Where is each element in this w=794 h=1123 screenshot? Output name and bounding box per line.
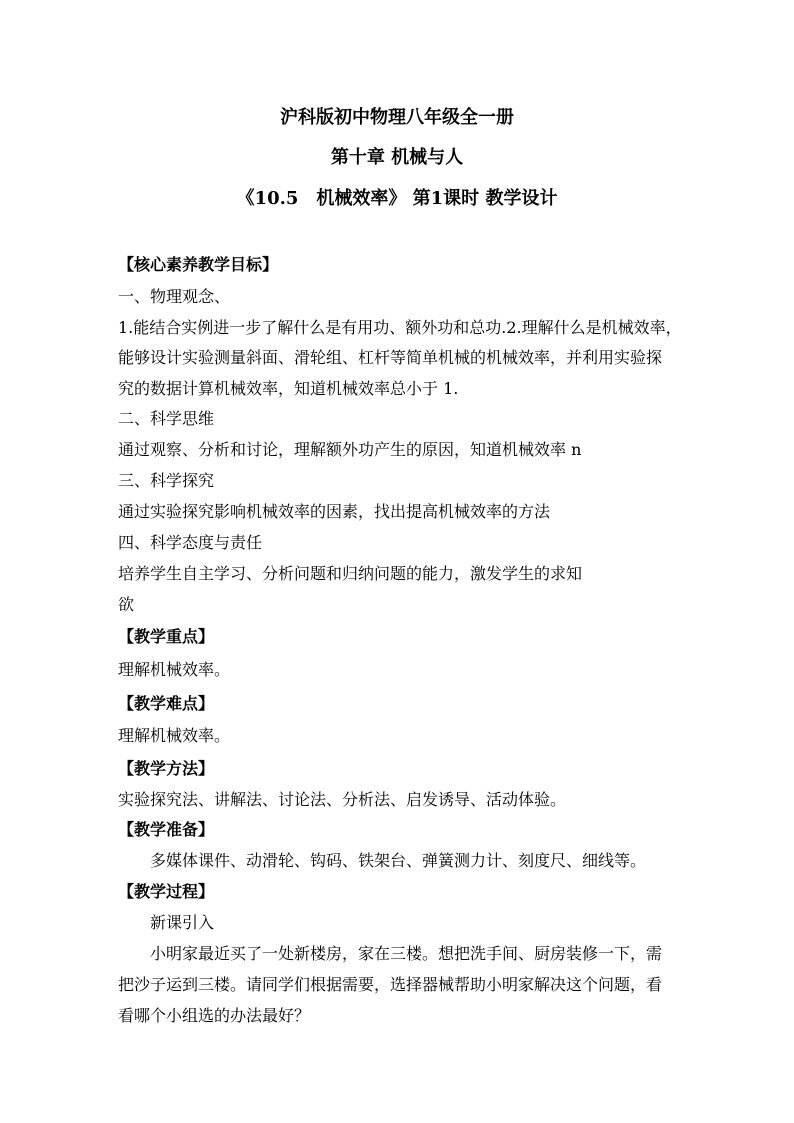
process-heading: 【教学过程】 xyxy=(118,882,215,901)
section4-line2: 欲 xyxy=(118,595,135,614)
objectives-heading: 【核心素养教学目标】 xyxy=(118,255,279,274)
process-line1: 小明家最近买了一处新楼房，家在三楼。想把洗手间、厨房装修一下，需 xyxy=(150,944,663,963)
section3-title: 三、科学探究 xyxy=(118,471,215,490)
process-line3: 看哪个小组选的办法最好？ xyxy=(118,1006,311,1025)
intro-title: 新课引入 xyxy=(150,913,215,932)
preparation-heading: 【教学准备】 xyxy=(118,820,215,839)
method-heading: 【教学方法】 xyxy=(118,759,215,778)
section2-text: 通过观察、分析和讨论，理解额外功产生的原因，知道机械效率 n xyxy=(118,440,582,459)
key-point-text: 理解机械效率。 xyxy=(118,660,231,679)
section1-title: 一、物理观念、 xyxy=(118,287,231,306)
section1-line2: 能够设计实验测量斜面、滑轮组、杠杆等简单机械的机械效率，并利用实验探 xyxy=(118,348,663,367)
preparation-text: 多媒体课件、动滑轮、钩码、铁架台、弹簧测力计、刻度尺、细线等。 xyxy=(150,851,647,870)
section2-title: 二、科学思维 xyxy=(118,409,215,428)
process-line2: 把沙子运到三楼。请同学们根据需要，选择器械帮助小明家解决这个问题，看 xyxy=(118,975,663,994)
chapter-title: 第十章 机械与人 xyxy=(330,147,464,168)
section1-line1: 1.能结合实例进一步了解什么是有用功、额外功和总功.2.理解什么是机械效率， xyxy=(118,318,682,337)
section3-text: 通过实验探究影响机械效率的因素，找出提高机械效率的方法 xyxy=(118,502,551,521)
section1-line3: 究的数据计算机械效率，知道机械效率总小于 1. xyxy=(118,379,459,398)
section4-line1: 培养学生自主学习、分析问题和归纳问题的能力，激发学生的求知 xyxy=(118,564,583,583)
difficulty-text: 理解机械效率。 xyxy=(118,726,231,745)
method-text: 实验探究法、讲解法、讨论法、分析法、启发诱导、活动体验。 xyxy=(118,790,567,809)
section4-title: 四、科学态度与责任 xyxy=(118,533,263,552)
difficulty-heading: 【教学难点】 xyxy=(118,694,215,713)
lesson-title: 《10.5 机械效率》 第1课时 教学设计 xyxy=(236,188,558,209)
key-point-heading: 【教学重点】 xyxy=(118,627,215,646)
document-title: 沪科版初中物理八年级全一册 xyxy=(280,107,514,128)
